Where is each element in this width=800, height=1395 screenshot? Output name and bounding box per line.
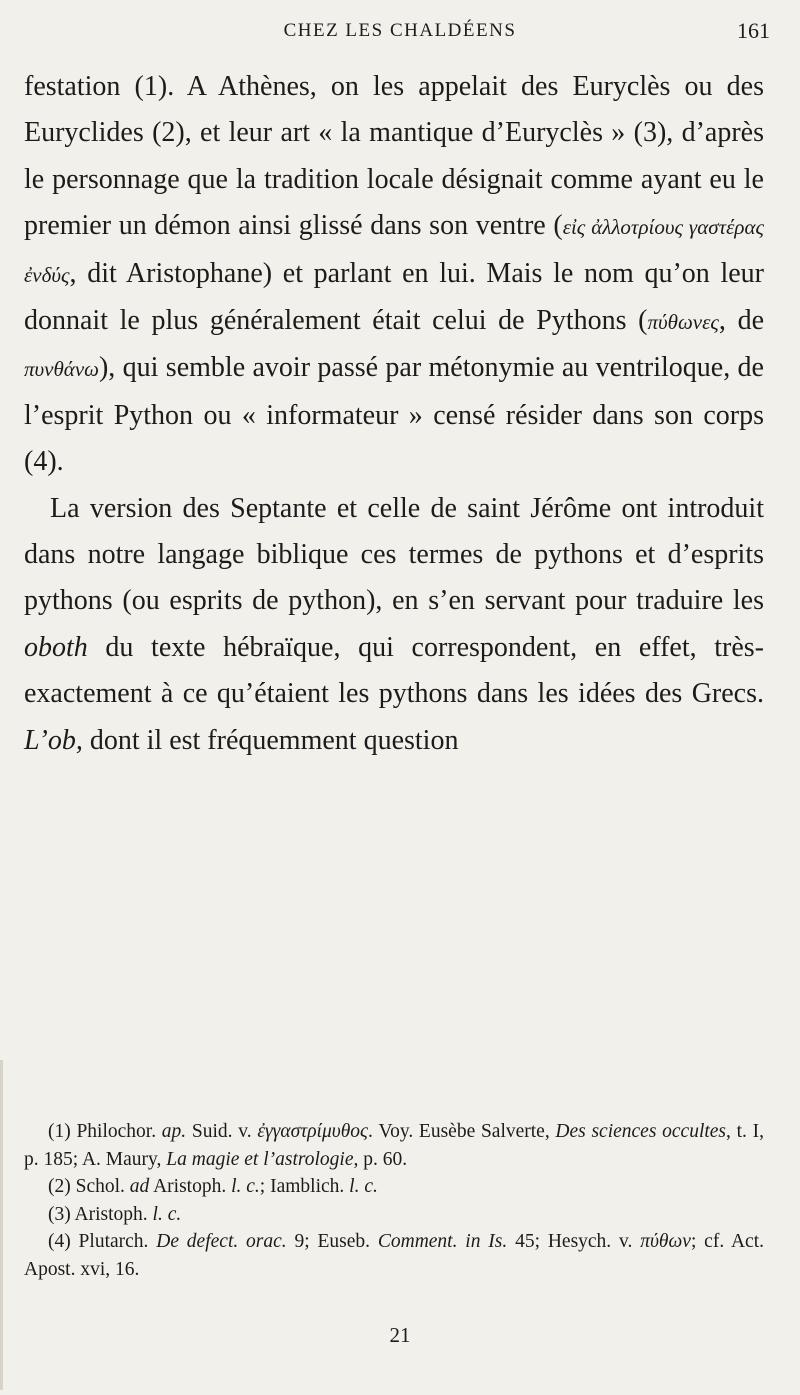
text-run: La version des Septante et celle de saint Jérôme ont introduit dans notre langage biblique ces termes de pythons et d’esprits pythons (ou esprits de python), en s’en servant pour traduire les — [24, 492, 764, 617]
text-run: ; Iamblich. — [259, 1176, 350, 1197]
running-head: CHEZ LES CHALDÉENS — [283, 20, 517, 41]
footnotes — [24, 1118, 764, 1283]
italic-term: ad — [129, 1176, 150, 1197]
greek-word: πύθων — [640, 1231, 691, 1252]
footnote-4 — [24, 1228, 764, 1283]
text-run: du texte hébraïque, qui correspondent, en effet, très-exactement à ce qu’étaient les pythons dans les idées des Grecs. — [24, 631, 764, 710]
greek-word: πύθωνες — [647, 310, 719, 335]
page-header — [0, 14, 800, 54]
paragraph-2 — [24, 486, 764, 764]
italic-term: ap. — [161, 1121, 187, 1142]
text-run: dont il est fréquemment question — [82, 724, 459, 756]
text-run: ; cf. Act. Apost. xvi, 16. — [24, 1231, 764, 1280]
text-run: (2) Schol. — [48, 1176, 130, 1197]
signature-mark: 21 — [389, 1323, 411, 1347]
text-run: (3) Aristoph. — [48, 1203, 153, 1225]
italic-term: l. c. — [152, 1203, 182, 1225]
text-run: festation (1). A Athènes, on les appelait des Euryclès ou des Euryclides (2), et leur art « la mantique d’Euryclès » (3), d’après le personnage que la tradition locale désignait comme ayant eu le premier un démon ainsi glissé dans son ventre ( — [24, 71, 764, 242]
italic-term: L’ob, — [24, 724, 83, 756]
text-run: 9; Euseb. — [286, 1231, 378, 1252]
book-title: Comment. in Is. — [377, 1231, 508, 1252]
text-run: (1) Philochor. — [48, 1121, 162, 1142]
text-run: . Voy. Eusèbe Salverte, — [367, 1121, 556, 1142]
text-run: , t. I, p. 185; A. Maury, — [24, 1121, 764, 1170]
page-number: 161 — [737, 18, 770, 43]
book-title: La magie et l’astrologie — [166, 1148, 354, 1170]
footnote-1 — [24, 1118, 764, 1173]
text-run: ), qui semble avoir passé par métonymie au ventriloque, de l’esprit Python ou « informateur » censé résider dans son corps (4). — [24, 352, 764, 478]
text-run: , p. 60. — [353, 1148, 408, 1170]
page-edge-shadow — [0, 1060, 3, 1390]
greek-word: πυνθάνω — [24, 357, 99, 382]
italic-term: l. c. — [349, 1176, 378, 1197]
greek-word: ἐγγαστρίμυθος — [257, 1121, 368, 1142]
text-run: , dit Aristophane) et parlant en lui. Mais le nom qu’on leur donnait le plus généralement était celui de Pythons ( — [24, 257, 764, 337]
paragraph-1 — [24, 64, 764, 486]
footnote-2 — [24, 1173, 764, 1201]
book-title: Des sciences occultes — [555, 1121, 727, 1142]
text-run: 45; Hesych. v. — [507, 1231, 641, 1252]
footnote-3 — [24, 1201, 764, 1229]
text-run: Suid. v. — [186, 1121, 258, 1142]
text-run: (4) Plutarch. — [48, 1231, 157, 1252]
text-run: , de — [718, 305, 765, 337]
italic-term: oboth — [24, 631, 88, 663]
main-text — [24, 64, 764, 764]
italic-term: l. c. — [231, 1176, 260, 1197]
text-run: Aristoph. — [149, 1176, 232, 1197]
book-title: De defect. orac. — [156, 1231, 287, 1252]
greek-quote: εἰς ἀλλοτρίους γαστέρας ἐνδύς — [24, 215, 764, 287]
